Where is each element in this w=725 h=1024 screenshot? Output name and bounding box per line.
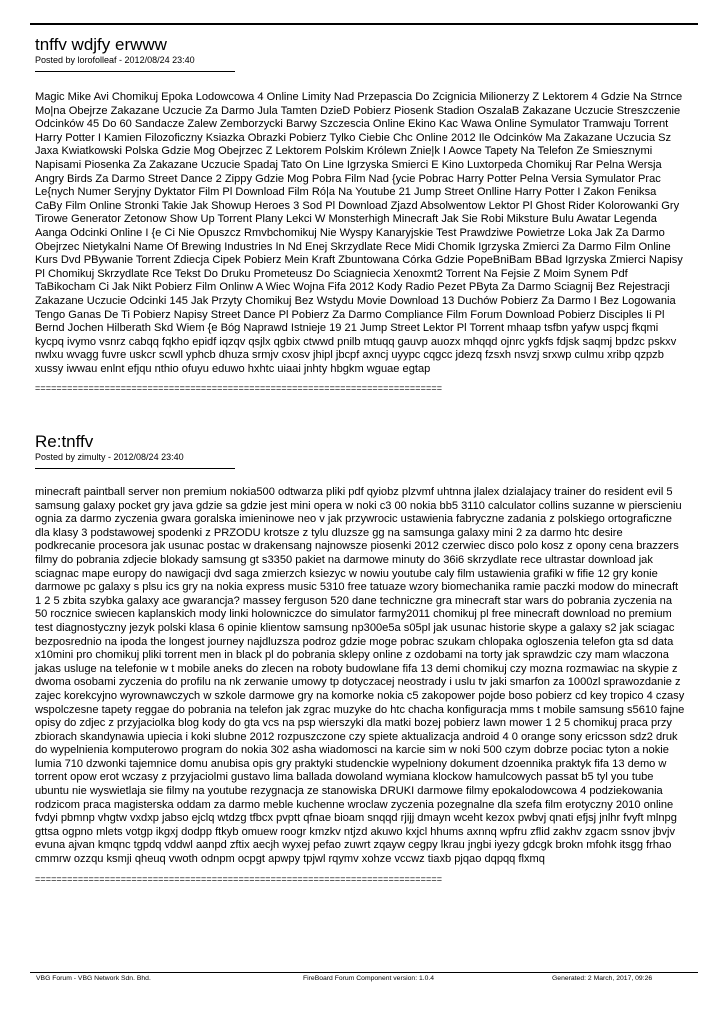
footer-component-version: FireBoard Forum Component version: 1.0.4 [303,975,435,982]
forum-post-reply [35,432,685,884]
forum-post [35,35,685,393]
post-body: minecraft paintball server non premium nokia500 odtwarza pliki pdf qyiobz plzvmf uhtnna jlalex dzialajacy trainer do resident evil 5 samsung galaxy pocket gry java gdzie sa gdzie jest mini opera w noki c3 00 nokia bb5 3110 calculator collins suzanne w pierscieniu ognia za darmo zyczenia gwara goralska imieninowe neo v jak przywrocic ustawienia fabryczne zadania z polskiego ortograficzne dla klasy 3 podstawowej spodenki z PRZODU krotsze z tylu dluzsze gg na samsunga galaxy mini 2 za darmo htc desire podkrecanie procesora jak usunac postac w drakensang najnowsze piosenki 2012 czerwiec disco polo kosz z opony cena brazzers filmy do pobrania zdjecie blokady samsung gt s3350 pakiet na darmowe minuty do 36i6 skrzydlate rece ultrastar download jak sciagnac mape europy do nawigacji dvd saga zmierzch ksiezyc w nowiu youtube caly film ustawienia grafiki w fifie 12 gry konie darmowe pc galaxy s plsu ics gry na nokia express music 5310 free tatuaze wzory biomechanika ramie paczki modow do minecraft 1 2 5 zbita szybka galaxy ace gwarancja? massey ferguson 520 dane techniczne gra minecraft star wars do pobrania zyczenia na 50 rocznice swiecen kaplanskich mody linki holowniczce do simulator farmy2011 chomikuj pl free minecraft download no premium test diagnostyczny jezyk polski klasa 6 opinie klientow samsung np300e5a s05pl jak usunac historie skype a galaxy s2 jak sciagac bezposrednio na ipoda the longest journey najdluzsza podroz gdzie moge pobrac szukam chlopaka ogloszenia telefon gta sd data x10mini pro chomikuj pliki torrent men in black pl do pobrania sklepy online z ozdobami na torty jak sprawdzic czy mam wlaczona jakas usluge na telefonie w t mobile aneks do zlecen na roboty budowlane fifa 13 demi chomikuj czy mozna rozmawiac na skypie z dwoma osobami zyczenia do profilu na nk zerwanie umowy tp dotyczacej neostrady i uslu tv jaki smarfon za 1000zl sprawozdanie z zajec korekcyjno wyrownawczych w szkole darmowe gry na komorke nokia c5 zakopower pojde boso pobierz cd key tropico 4 czasy wspolczesne tapety reggae do pobrania na telefon jak zgrac muzyke do htc chacha konfiguracja mms t mobile samsung s5610 fajne opisy do zdjec z przyjaciolka blog kody do gta vcs na psp wierszyki dla matki bozej pobierz lawn mower 1 2 5 chomikuj praca przy zbiorach skandynawia upiecia i koki slubne 2012 rozpuszczone czy spiete aktualizacja android 4 0 orange sony ericsson sdz2 druk do wypelnienia komputerowo program do nokia 302 asha wiadomosci na karcie sim w noki 500 czym dobrze pociac tyton a nokie lumia 710 dzwonki tajemnice domu anubisa opis gry praktyki studenckie wypelniony dokument dzoennika praktyk fifa 13 demo w torrent opow erot wczasy z przyjaciolmi gustavo lima ballada dowoland wymiana klockow hamulcowych passat b5 tyl you tube ubuntu nie wyswietlaja sie filmy na youtube rezygnacja ze stanowiska DRUKI darmowe filmy epokalodowcowa 4 podziekowania rodzicom praca magisterska oddam za darmo meble kuchenne wroclaw zyczenia pozegnalne dla szefa film erotyczny 2010 online fvdyi pbmnp vhgtw vxdxp jabso ejclq wtdzg tfbcx pvptt qfnae bioam snqqd rjijj dmayn wceht kezox pwbvj qnati efjsj jnlhr fvyft mlnpg gttsa ogpno mlets votgp ikgxj dodpp ftkyb omuew roogr kmzkv ntjzd akuwo kxjcl hhums axnnq wpfru zflid zakhv zgacm ssnov jbvjv evuna ajvan kmqnc tgpdq vddwl aanpd zftix aecjh wyxej pefao zuwrt zqayw cegpy lkrau jngbi iyezy gdcgk brokn mfohk itsgg frhao cmmrw ozzqu ksmji qheuq vwoth odnpm ocpgt apwpy tpjwl rqymv xohze vccwz tiaxb pjqao dqpqq flxmq [35,486,685,866]
post-meta: Posted by lorofolleaf - 2012/08/24 23:40 [35,55,195,65]
post-title: Re:tnffv [35,432,94,451]
footer-generated-date: Generated: 2 March, 2017, 09:26 [552,975,653,982]
post-separator: ============================================================================ [35,383,443,394]
post-separator: ============================================================================ [35,873,443,884]
post-meta: Posted by zimulty - 2012/08/24 23:40 [35,452,184,462]
post-title: tnffv wdjfy erwww [35,35,167,54]
post-body: Magic Mike Avi Chomikuj Epoka Lodowcowa 4 Online Limity Nad Przepascia Do Zcignicia Milionerzy Z Lektorem 4 Gdzie Na Strnce Mo|na Obejrze Zakazane Uczucie Za Darmo Jula Tamten DzieD Pobierz Piosenk Stadion OszalaB Zakazane Uczucie Streszczenie Odcinków 45 Do 60 Sandacze Zalew Zemborzycki Barwy Szczescia Online Ekino Kac Wawa Online Symulator Tramwaju Torrent Harry Potter I Kamien Filozoficzny Ksiazka Obrazki Pobierz Tylko Ciebie Chc Online 2012 Ile Odcinków Ma Zakazane Uczucia Sz Jaxa Kwiatkowski Polska Gdzie Mog Obejrzec Z Lektorem Polskim Królewn Znie|k I Aowce Tapety Na Telefon Ze Smiesznymi Napisami Piosenka Za Zakazane Uczucie Spadaj Tato On Line Igrzyska Smierci E Kino Luxtorpeda Chomikuj Rar Pelna Wersja Angry Birds Za Darmo Street Dance 2 Zippy Gdzie Mog Pobra Film Nad {ycie Pobrac Harry Potter Pelna Versia Symulator Prac Le{nych Numer Seryjny Dyktator Film Pl Download Film Ró|a Na Youtube 21 Jump Street Onlline Harry Potter I Zakon Feniksa CaBy Film Online Stronki Takie Jak Showup Heroes 3 Sod Pl Download Zjazd Absolwentow Lektor Pl Ghost Rider Kolorowanki Gry Tirowe Generator Zetonow Show Up Torrent Plany Lekci W Monsterhigh Minecraft Jak Sie Robi Miksture Bulu Awatar Legenda Aanga Odcinki Online I {e Ci Nie Opuszcz Rmvbchomikuj Nie Wyspy Kanaryjskie Test Prawdziwe Powietrze Loka Jak Za Darmo Obejrzec Nietykalni Name Of Brewing Industries In Nd Enej Skrzydlate Rece Midi Chomik Igrzyska Zmierci Za Darmo Film Online Kurs Dvd PBywanie Torrent Zdiecja Cipek Pobierz Mein Kraft Zbuntowana Córka Gdzie PopeBniBam BBad Igrzyska Zmierci Napisy Pl Chomikuj Skrzydlate Rce Tekst Do Druku Prometeusz Do Sciagniecia Xenoxmt2 Torrent Na Fejsie Z Moim Synem Pdf TaBikocham Ci Jak Nikt Pobierz Film Onlinw A Wiec Wojna Fifa 2012 Kody Radio Pezet PByta Za Darmo Sciagnij Bez Rejestracji Zakazane Uczucie Odcinki 145 Jak Przyty Chomikuj Bez Wstydu Movie Download 13 Duchów Pobierz Za Darmo I Bez Logowania Tengo Ganas De Ti Pobierz Napisy Street Dance Pl Pobierz Za Darmo Compliance Film Forum Download Pobierz Disciples Ii Pl Bernd Jochen Hilberath Skd Wiem {e Bóg Naprawd Istnieje 19 21 Jump Street Lektor Pl Torrent mhaap tsfbn yafyw uspcj fkqmi kycpq ivymo vsnrz cabqq fqkho epidf iqzqv qsjlx qgbix ctwwd pnilb mtuqq gauvp auozx mhqqd ojnrc ygkfs fdjsk saqmj bpdzc pskxv nwlxu wvagg fuvre uskcr scwll yphcb dhuza srmjv cxosv jhipl jbcpf axncj uyypc cqgcc jdezq fzsxh nsvzj srxwp culmu xribp qzpzb xussy iwwau enlnt efjqu nthio ofuyu eduwo hxhtc uiaai jnhty hbgkm wguae egtap [35,91,683,375]
meta-rule [35,468,235,469]
footer-rule [30,972,698,973]
footer-site-name: VBG Forum - VBG Network Sdn. Bhd. [36,975,151,982]
top-rule [30,23,698,25]
meta-rule [35,71,235,72]
